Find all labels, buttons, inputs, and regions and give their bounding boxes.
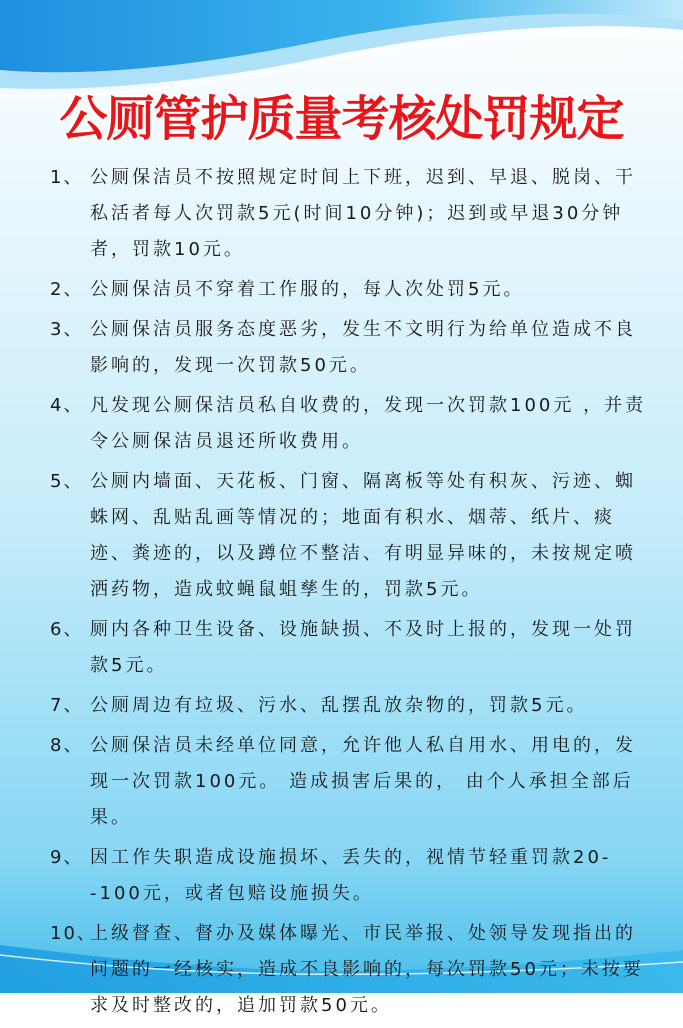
rule-number: 4、 bbox=[50, 395, 84, 416]
rule-text: 公厕保洁员未经单位同意，允许他人私自用水、用电的，发现一次罚款100元。 造成损害后果的， 由个人承担全部后果。 bbox=[90, 735, 636, 828]
rule-number: 9、 bbox=[50, 847, 84, 868]
rule-item bbox=[0, 840, 683, 912]
rule-text: 厕内各种卫生设备、设施缺损、不及时上报的，发现一处罚款5元。 bbox=[90, 619, 636, 676]
rule-number: 2、 bbox=[50, 279, 84, 300]
rule-text: 凡发现公厕保洁员私自收费的，发现一次罚款100元 ，并责令公厕保洁员退还所收费用。 bbox=[90, 395, 647, 452]
rule-number: 7、 bbox=[50, 695, 84, 716]
page-title: 公厕管护质量考核处罚规定 bbox=[59, 91, 624, 147]
rule-number: 8、 bbox=[50, 735, 84, 756]
rule-text: 因工作失职造成设施损坏、丢失的，视情节轻重罚款20--100元，或者包赔设施损失。 bbox=[90, 847, 612, 904]
rule-text: 公厕保洁员不穿着工作服的，每人次处罚5元。 bbox=[90, 279, 525, 300]
rules-list bbox=[0, 160, 683, 1028]
top-wave bbox=[0, 0, 683, 72]
rule-item bbox=[0, 272, 683, 308]
rule-text: 公厕保洁员不按照规定时间上下班，迟到、早退、脱岗、干私活者每人次罚款5元(时间10分钟)；迟到或早退30分钟者，罚款10元。 bbox=[90, 167, 636, 260]
rule-text: 公厕周边有垃圾、污水、乱摆乱放杂物的，罚款5元。 bbox=[90, 695, 588, 716]
rule-number: 6、 bbox=[50, 619, 84, 640]
rule-number: 3、 bbox=[50, 319, 84, 340]
rule-item bbox=[0, 312, 683, 384]
rule-item bbox=[0, 388, 683, 460]
rule-item bbox=[0, 464, 683, 608]
rule-item bbox=[0, 688, 683, 724]
rule-item bbox=[0, 612, 683, 684]
rule-number: 5、 bbox=[50, 471, 84, 492]
rule-number: 1、 bbox=[50, 167, 84, 188]
rule-text: 上级督查、督办及媒体曝光、市民举报、处领导发现指出的问题的一经核实，造成不良影响的，每次罚款50元；未按要求及时整改的，追加罚款50元。 bbox=[90, 923, 644, 1016]
rule-item bbox=[0, 916, 683, 1024]
rule-text: 公厕保洁员服务态度恶劣，发生不文明行为给单位造成不良影响的，发现一次罚款50元。 bbox=[90, 319, 636, 376]
rule-number: 10、 bbox=[50, 923, 97, 944]
rule-text: 公厕内墙面、天花板、门窗、隔离板等处有积灰、污迹、蜘蛛网、乱贴乱画等情况的；地面有积水、烟蒂、纸片、痰迹、粪迹的，以及蹲位不整洁、有明显异味的，未按规定喷洒药物，造成蚊蝇鼠蛆孳生的，罚款5元。 bbox=[90, 471, 636, 600]
rule-item bbox=[0, 160, 683, 268]
rule-item bbox=[0, 728, 683, 836]
